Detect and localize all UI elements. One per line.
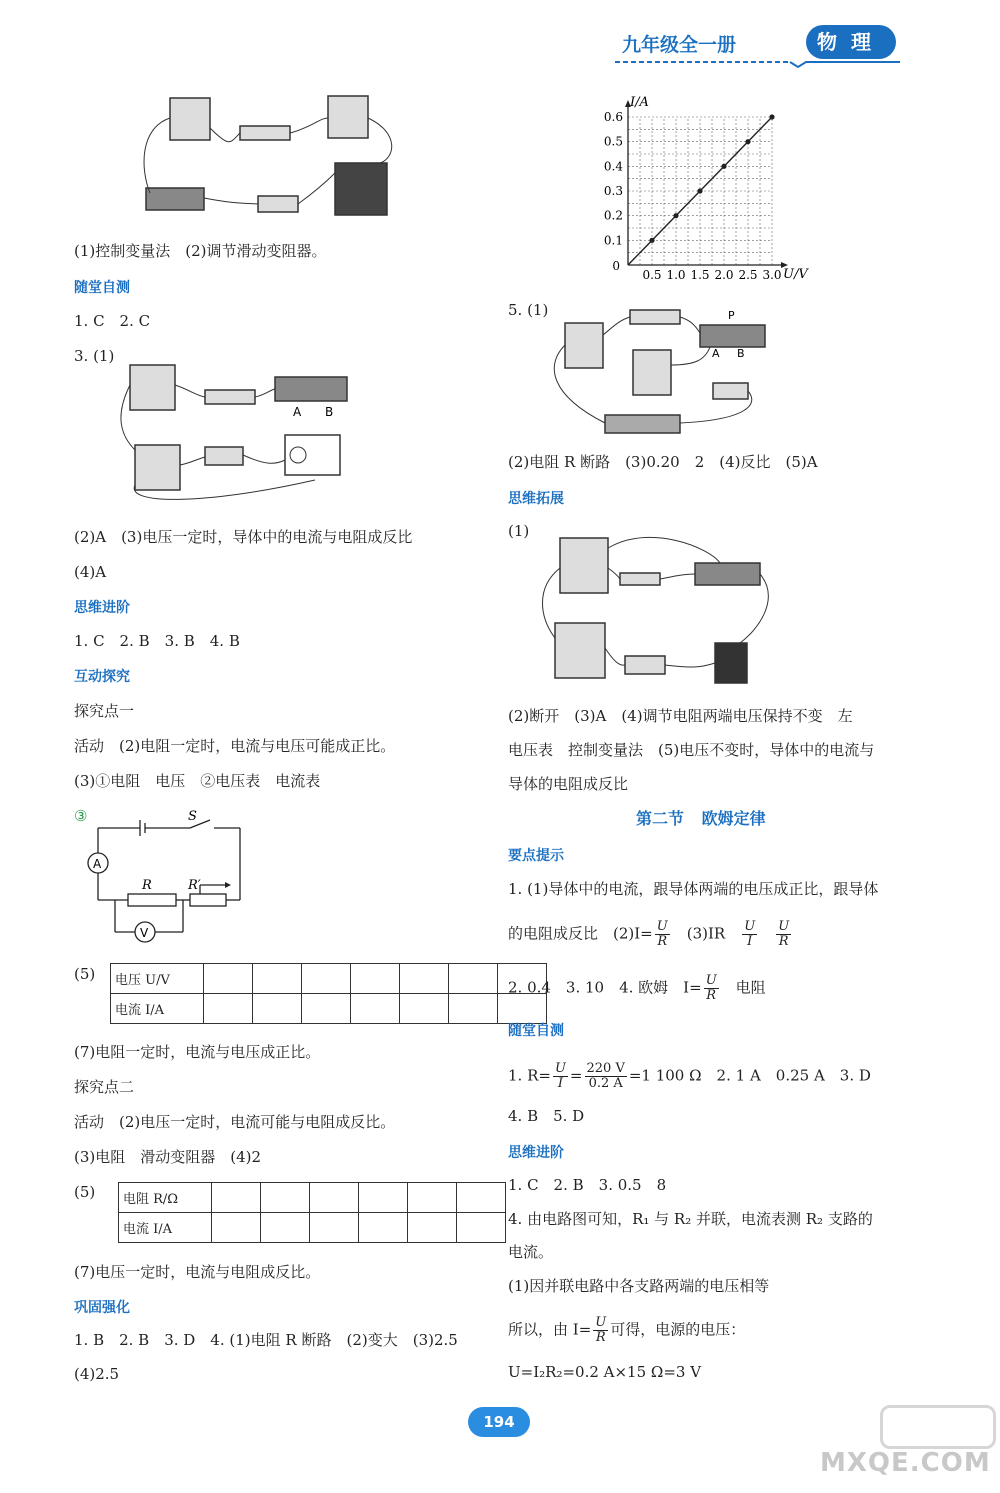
left-line-7: 探究点一	[74, 702, 135, 720]
fraction-u-over-r-3: $\frac{U}{R}$	[705, 973, 717, 1003]
right-line-5: 电压表 控制变量法 (5)电压不变时，导体中的电流与	[508, 741, 875, 759]
data-point	[769, 114, 774, 119]
circuit-number: ③	[74, 807, 88, 825]
left-line-18: (4)2.5	[74, 1365, 120, 1383]
data-table-voltage	[110, 963, 547, 1024]
right-line-16-b: 可得，电源的电压：	[610, 1320, 746, 1339]
left-line-16: (7)电压一定时，电流与电阻成反比。	[74, 1263, 321, 1281]
heading-siwei-tuozhan: 思维拓展	[508, 491, 564, 507]
x-tick-label: 2.5	[738, 268, 758, 282]
left-line-5: (4)A	[74, 563, 107, 581]
right-line-15: (1)因并联电路中各支路两端的电压相等	[508, 1277, 770, 1295]
right-line-10-b: =	[569, 1066, 583, 1085]
table-label-resistance: 电阻 R/Ω	[119, 1183, 212, 1213]
y-tick-label: 0.3	[603, 184, 623, 198]
subject-badge: 物理	[806, 25, 896, 59]
right-line-17: U=I₂R₂=0.2 A×15 Ω=3 V	[508, 1363, 702, 1381]
label-switch: S	[188, 810, 197, 824]
data-point	[697, 188, 702, 193]
fraction-220-over-02: $\frac{220 V}{0.2 A}$	[586, 1061, 625, 1091]
right-line-10	[508, 1062, 871, 1091]
left-line-10: (5)	[74, 965, 96, 983]
label-voltmeter: V	[140, 926, 149, 940]
label-p: P	[728, 309, 735, 322]
label-resistor: R	[142, 878, 152, 893]
left-line-17: 1. B 2. B 3. D 4. (1)电阻 R 断路 (2)变大 (3)2.5	[74, 1331, 458, 1349]
heading-gonggu-qianghua: 巩固强化	[74, 1300, 130, 1316]
x-tick-label: 3.0	[762, 268, 782, 282]
x-tick-label: 0.5	[642, 268, 662, 282]
label-a-2: A	[712, 347, 720, 360]
right-line-10-a: 1. R=	[508, 1066, 551, 1085]
header-underline	[615, 55, 915, 69]
right-line-8-a: 的电阻成反比 (2)I=	[508, 924, 653, 943]
origin-label: 0	[612, 259, 620, 273]
experiment-diagram-1	[130, 88, 400, 228]
heading-hudong-tanjiu: 互动探究	[74, 669, 130, 685]
label-a: A	[293, 405, 302, 419]
heading-siwei-jinjie-2: 思维进阶	[508, 1145, 564, 1161]
right-line-2: (2)电阻 R 断路 (3)0.20 2 (4)反比 (5)A	[508, 453, 818, 471]
label-rheostat: R′	[188, 878, 201, 893]
left-line-14: (3)电阻 滑动变阻器 (4)2	[74, 1148, 262, 1166]
right-line-1: 5. (1)	[508, 301, 549, 319]
experiment-diagram-2	[115, 355, 350, 510]
circuit-schematic	[80, 810, 255, 950]
y-tick-label: 0.5	[603, 134, 623, 149]
right-line-9-a: 2. 0.4 3. 10 4. 欧姆 I=	[508, 978, 702, 997]
left-line-12: 探究点二	[74, 1078, 135, 1096]
left-line-4: (2)A (3)电压一定时，导体中的电流与电阻成反比	[74, 528, 413, 546]
left-line-13: 活动 (2)电压一定时，电流可能与电阻成反比。	[74, 1113, 396, 1131]
chart-xlabel: U/V	[783, 267, 808, 282]
x-tick-label: 2.0	[714, 268, 734, 282]
label-b: B	[325, 405, 334, 419]
left-line-11: (7)电阻一定时，电流与电压成正比。	[74, 1043, 321, 1061]
table-label-current: 电流 I/A	[111, 994, 204, 1024]
experiment-diagram-3	[545, 305, 770, 440]
right-line-13: 4. 由电路图可知，R₁ 与 R₂ 并联，电流表测 R₂ 支路的	[508, 1210, 873, 1228]
x-tick-label: 1.5	[690, 268, 710, 282]
right-line-6: 导体的电阻成反比	[508, 775, 629, 793]
right-line-3: (1)	[508, 522, 530, 540]
right-line-11: 4. B 5. D	[508, 1107, 585, 1125]
right-line-9	[508, 974, 766, 1003]
data-table-resistance	[118, 1182, 506, 1243]
left-line-2: 1. C 2. C	[74, 312, 151, 330]
iu-chart	[590, 88, 820, 288]
left-line-1: (1)控制变量法 (2)调节滑动变阻器。	[74, 242, 327, 260]
table-label-current-2: 电流 I/A	[119, 1213, 212, 1243]
grade-title: 九年级全一册	[622, 34, 737, 56]
chart-ylabel: I/A	[630, 95, 649, 110]
fraction-u-over-r-2: $\frac{U}{R}$	[778, 919, 790, 949]
data-point	[649, 238, 654, 243]
label-b-2: B	[737, 347, 745, 360]
right-line-8	[508, 920, 793, 949]
heading-siwei-jinjie: 思维进阶	[74, 600, 130, 616]
left-line-9: (3)①电阻 电压 ②电压表 电流表	[74, 772, 321, 790]
heading-yaodian-tishi: 要点提示	[508, 848, 564, 864]
fraction-u-over-i-2: $\frac{U}{I}$	[554, 1061, 566, 1091]
fraction-u-over-r: $\frac{U}{R}$	[656, 919, 668, 949]
section-title: 第二节 欧姆定律	[636, 809, 766, 828]
heading-suitang-zice: 随堂自测	[74, 280, 130, 296]
y-tick-label: 0.4	[603, 159, 623, 174]
left-line-15: (5)	[74, 1183, 96, 1201]
page-number: 194	[468, 1407, 530, 1437]
experiment-diagram-4	[530, 528, 780, 693]
right-line-14: 电流。	[508, 1243, 554, 1261]
y-tick-label: 0.2	[603, 208, 623, 223]
right-line-9-b: 电阻	[735, 978, 766, 997]
right-line-10-c: =1 100 Ω 2. 1 A 0.25 A 3. D	[628, 1066, 871, 1085]
left-line-8: 活动 (2)电阻一定时，电流与电压可能成正比。	[74, 737, 396, 755]
label-ammeter: A	[93, 857, 102, 871]
right-line-4: (2)断开 (3)A (4)调节电阻两端电压保持不变 左	[508, 707, 853, 725]
right-line-7: 1. (1)导体中的电流，跟导体两端的电压成正比，跟导体	[508, 880, 879, 898]
data-point	[745, 139, 750, 144]
heading-suitang-zice-2: 随堂自测	[508, 1023, 564, 1039]
y-tick-label: 0.6	[603, 110, 623, 124]
fraction-u-over-r-4: $\frac{U}{R}$	[595, 1315, 607, 1345]
data-point	[721, 164, 726, 169]
fraction-u-over-i: $\frac{U}{I}$	[744, 919, 756, 949]
x-tick-label: 1.0	[666, 268, 686, 282]
left-line-6: 1. C 2. B 3. B 4. B	[74, 632, 240, 650]
table-label-voltage: 电压 U/V	[111, 964, 204, 994]
right-line-16	[508, 1316, 745, 1345]
data-point	[673, 213, 678, 218]
right-line-8-b: (3)IR	[671, 924, 726, 943]
right-line-16-a: 所以，由 I=	[508, 1320, 592, 1339]
watermark-logo	[880, 1405, 996, 1449]
right-line-12: 1. C 2. B 3. 0.5 8	[508, 1176, 667, 1194]
y-tick-label: 0.1	[603, 233, 623, 248]
left-line-3: 3. (1)	[74, 347, 115, 365]
watermark-text: MXQE.COM	[820, 1448, 991, 1478]
